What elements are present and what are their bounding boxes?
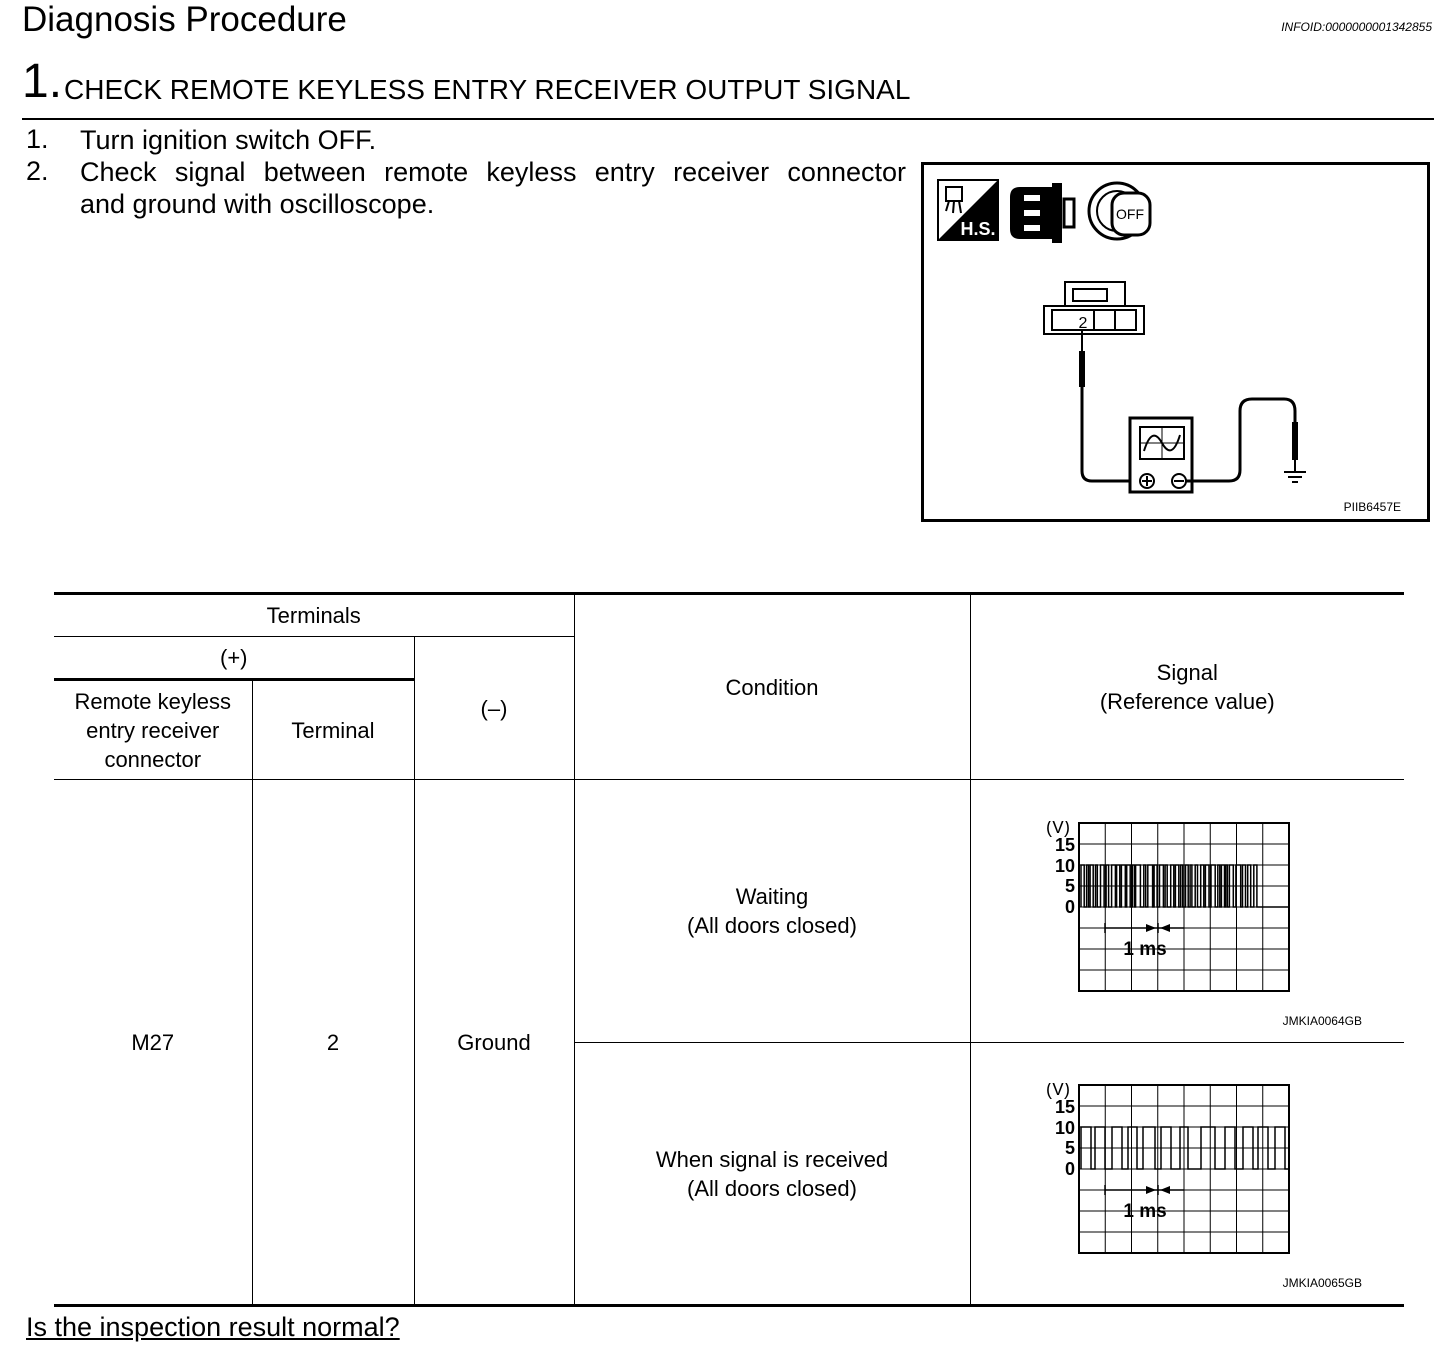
condition-received-line1: When signal is received [655, 1146, 889, 1172]
probe-negative [1292, 422, 1298, 460]
ignition-off-icon [1089, 183, 1150, 239]
scope-tick-label: 0 [1064, 1159, 1075, 1179]
page-title: Diagnosis Procedure [22, 0, 347, 39]
condition-received [574, 1043, 970, 1306]
scope-tick-label: 15 [1054, 834, 1075, 855]
condition-waiting [574, 780, 970, 1043]
scope-tick-label: 5 [1064, 875, 1075, 896]
scope-unit-label: (V) [1045, 1083, 1070, 1099]
harness-side-icon [938, 180, 998, 240]
connector-terminal-label: 2 [1078, 315, 1088, 332]
signal-received-code: JMKIA0065GB [1282, 1276, 1362, 1290]
inspection-question: Is the inspection result normal? [26, 1312, 400, 1342]
scope-tick-label: 10 [1054, 855, 1075, 876]
instruction-2-number: 2. [26, 156, 49, 186]
condition-header: Condition [574, 594, 970, 780]
step-divider [22, 118, 1434, 120]
step-number: 1. [22, 55, 63, 108]
hs-label: H.S. [960, 219, 996, 239]
signal-received-cell [970, 1043, 1404, 1306]
instruction-2-text: Check signal between remote keyless entry receiver connector [80, 157, 906, 187]
scope-waiting [1046, 821, 1296, 1016]
condition-waiting-line1: Waiting [735, 884, 809, 909]
terminal-header: Terminal [252, 680, 414, 780]
signal-header [970, 594, 1404, 780]
signal-header-line2: (Reference value) [1099, 689, 1275, 714]
plus-header: (+) [54, 637, 414, 680]
step-title: CHECK REMOTE KEYLESS ENTRY RECEIVER OUTPUT SIGNAL [64, 74, 911, 105]
instruction-2-text-cont: and ground with oscilloscope. [80, 189, 435, 219]
signal-header-line1: Signal [1156, 660, 1218, 685]
scope-tick-label: 10 [1054, 1118, 1075, 1138]
scope-time-label: 1 ms [1122, 1201, 1167, 1222]
terminal-value: 2 [252, 780, 414, 1306]
connector-value: M27 [54, 780, 252, 1306]
signal-waiting-cell [970, 780, 1404, 1043]
info-id: INFOID:0000000001342855 [1281, 20, 1432, 34]
minus-header: (–) [414, 637, 574, 780]
scope-tick-label: 15 [1054, 1097, 1075, 1117]
instruction-1-number: 1. [26, 124, 49, 154]
scope-unit-label: (V) [1045, 820, 1070, 837]
terminals-header: Terminals [54, 594, 574, 637]
terminal-table [54, 592, 1404, 1307]
off-label: OFF [1116, 206, 1144, 222]
disconnect-icon [1010, 183, 1074, 243]
ground-icon [1284, 472, 1306, 482]
wiring-diagram [924, 165, 1427, 519]
scope-tick-label: 0 [1064, 896, 1075, 917]
connector-icon [1044, 282, 1144, 334]
scope-received [1046, 1083, 1296, 1278]
figure-code: PIIB6457E [1343, 500, 1401, 514]
oscilloscope-connection-figure [921, 162, 1430, 522]
instruction-1-text: Turn ignition switch OFF. [80, 125, 377, 155]
probe-positive [1079, 351, 1085, 387]
minus-value: Ground [414, 780, 574, 1306]
oscilloscope-icon [1130, 418, 1192, 492]
scope-time-label: 1 ms [1122, 938, 1167, 960]
signal-waiting-code: JMKIA0064GB [1282, 1013, 1362, 1028]
condition-received-line2: (All doors closed) [687, 1175, 857, 1201]
condition-waiting-line2: (All doors closed) [687, 913, 857, 938]
scope-tick-label: 5 [1064, 1138, 1075, 1158]
connector-header: Remote keyless entry receiver connector [54, 680, 252, 780]
